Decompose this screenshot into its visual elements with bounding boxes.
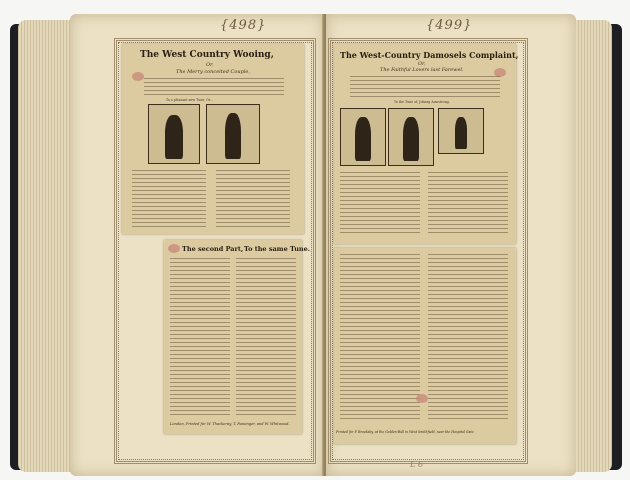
woodcut-figure-2 [403, 117, 419, 161]
left-or-label: Or, [206, 62, 214, 68]
left-page [70, 14, 324, 476]
right-subtitle: The Faithful Lovers last Farewel. [380, 67, 464, 73]
right-lower-col-2 [428, 254, 508, 422]
left-part2-col-2 [236, 258, 296, 416]
left-subtitle: The Merry conceited Couple, [176, 69, 250, 75]
right-upper-sheet [334, 44, 519, 244]
right-verse-col-1 [340, 172, 420, 236]
woodcut-figure-woman [165, 115, 183, 159]
left-page-number: {498} [220, 18, 267, 33]
right-lower-stamp [416, 394, 428, 403]
right-imprint: Printed for P. Brooksby, at the Golden-Ball in West Smithfield, near the Hospital Gate. [336, 430, 475, 434]
right-page-number: {499} [426, 18, 473, 33]
left-verse-col-2 [216, 170, 290, 228]
left-part2-col-1 [170, 258, 230, 416]
right-or-label: Or, [418, 61, 426, 67]
left-intro-line: To a pleasant new Tune, Or... [166, 98, 214, 102]
right-intro-text [350, 76, 500, 98]
right-lower-col-1 [340, 254, 420, 422]
left-part2-title: The second Part, [182, 245, 244, 253]
left-woodcut-2 [206, 104, 260, 164]
left-verse-col-1 [132, 170, 206, 228]
left-part2-tune: To the same Tune. [244, 245, 311, 253]
left-upper-sheet [122, 44, 304, 234]
right-tune-line: To the Tune of, Johnny Armstrong. [394, 100, 450, 104]
left-ballad-title: The West Country Wooing, [140, 50, 274, 60]
left-library-stamp [132, 72, 144, 81]
open-book [4, 6, 626, 476]
left-intro-text [144, 78, 284, 96]
left-part2-stamp [168, 244, 180, 253]
left-woodcut-1 [148, 104, 200, 164]
left-imprint: London, Printed for W. Thackeray, T. Passinger, and W. Whitwood. [170, 422, 290, 426]
right-lower-sheet [334, 248, 516, 444]
right-woodcut-2 [388, 108, 434, 166]
left-lower-sheet [164, 240, 311, 434]
right-woodcut-3 [438, 108, 484, 154]
right-verse-col-2 [428, 172, 508, 236]
right-woodcut-1 [340, 108, 386, 166]
right-signature-mark: L 6 [410, 460, 423, 469]
woodcut-figure-man [225, 113, 241, 159]
right-page [326, 14, 576, 476]
right-ballad-title: The West-Country Damosels Complaint, [340, 50, 519, 60]
woodcut-figure-3 [455, 117, 467, 149]
woodcut-figure-1 [355, 117, 371, 161]
